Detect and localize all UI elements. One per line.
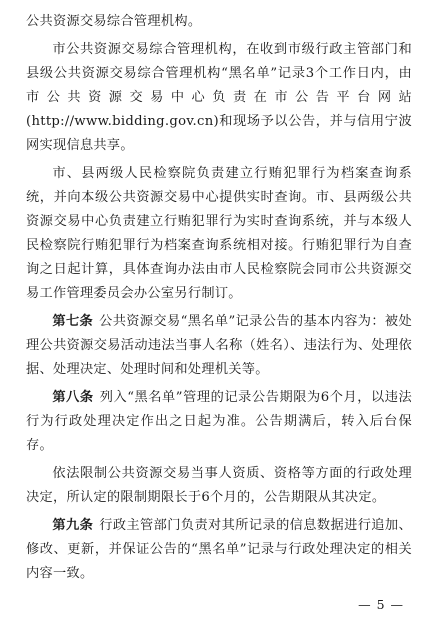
paragraph-text: 依法限制公共资源交易当事人资质、资格等方面的行政处理决定，所认定的限制期限长于6个月的，公告期限从其决定。 xyxy=(26,466,412,505)
paragraph-text: 公共资源交易综合管理机构。 xyxy=(26,14,202,29)
article-heading: 第七条 xyxy=(52,314,94,329)
article-heading: 第八条 xyxy=(52,390,94,405)
article-7 xyxy=(26,310,412,382)
article-heading: 第九条 xyxy=(52,518,94,533)
paragraph-publication xyxy=(26,38,412,158)
article-text: 行政主管部门负责对其所记录的信息数据进行追加、修改、更新，并保证公告的“黑名单”记录与行政处理决定的相关内容一致。 xyxy=(26,518,413,581)
page-number: — 5 — xyxy=(358,597,404,612)
article-8 xyxy=(26,386,412,458)
paragraph-continuation xyxy=(26,10,412,34)
paragraph-text: 市公共资源交易综合管理机构，在收到市级行政主管部门和县级公共资源交易综合管理机构“黑名单”记录3个工作日内，由市公共资源交易中心负责在市公告平台网站(http://www.bidding.gov.cn)和现场予以公告，并与信用宁波网实现信息共享。 xyxy=(26,42,412,153)
article-text: 公共资源交易“黑名单”记录公告的基本内容为：被处理公共资源交易活动违法当事人名称（姓名）、违法行为、处理依据、处理决定、处理时间和处理机关等。 xyxy=(26,314,412,377)
article-text: 列入“黑名单”管理的记录公告期限为6个月，以违法行为行政处理决定作出之日起为准。公告期满后，转入后台保存。 xyxy=(26,390,412,453)
paragraph-restriction xyxy=(26,462,412,510)
article-9 xyxy=(26,514,412,586)
paragraph-text: 市、县两级人民检察院负责建立行贿犯罪行为档案查询系统，并向本级公共资源交易中心提供实时查询。市、县两级公共资源交易中心负责建立行贿犯罪行为实时查询系统，并与本级人民检察院行贿犯罪行为档案查询系统相对接。行贿犯罪行为自查询之日起计算，具体查询办法由市人民检察院会同市公共资源交易工作管理委员会办公室另行制订。 xyxy=(26,166,412,301)
paragraph-procuratorate xyxy=(26,162,412,306)
